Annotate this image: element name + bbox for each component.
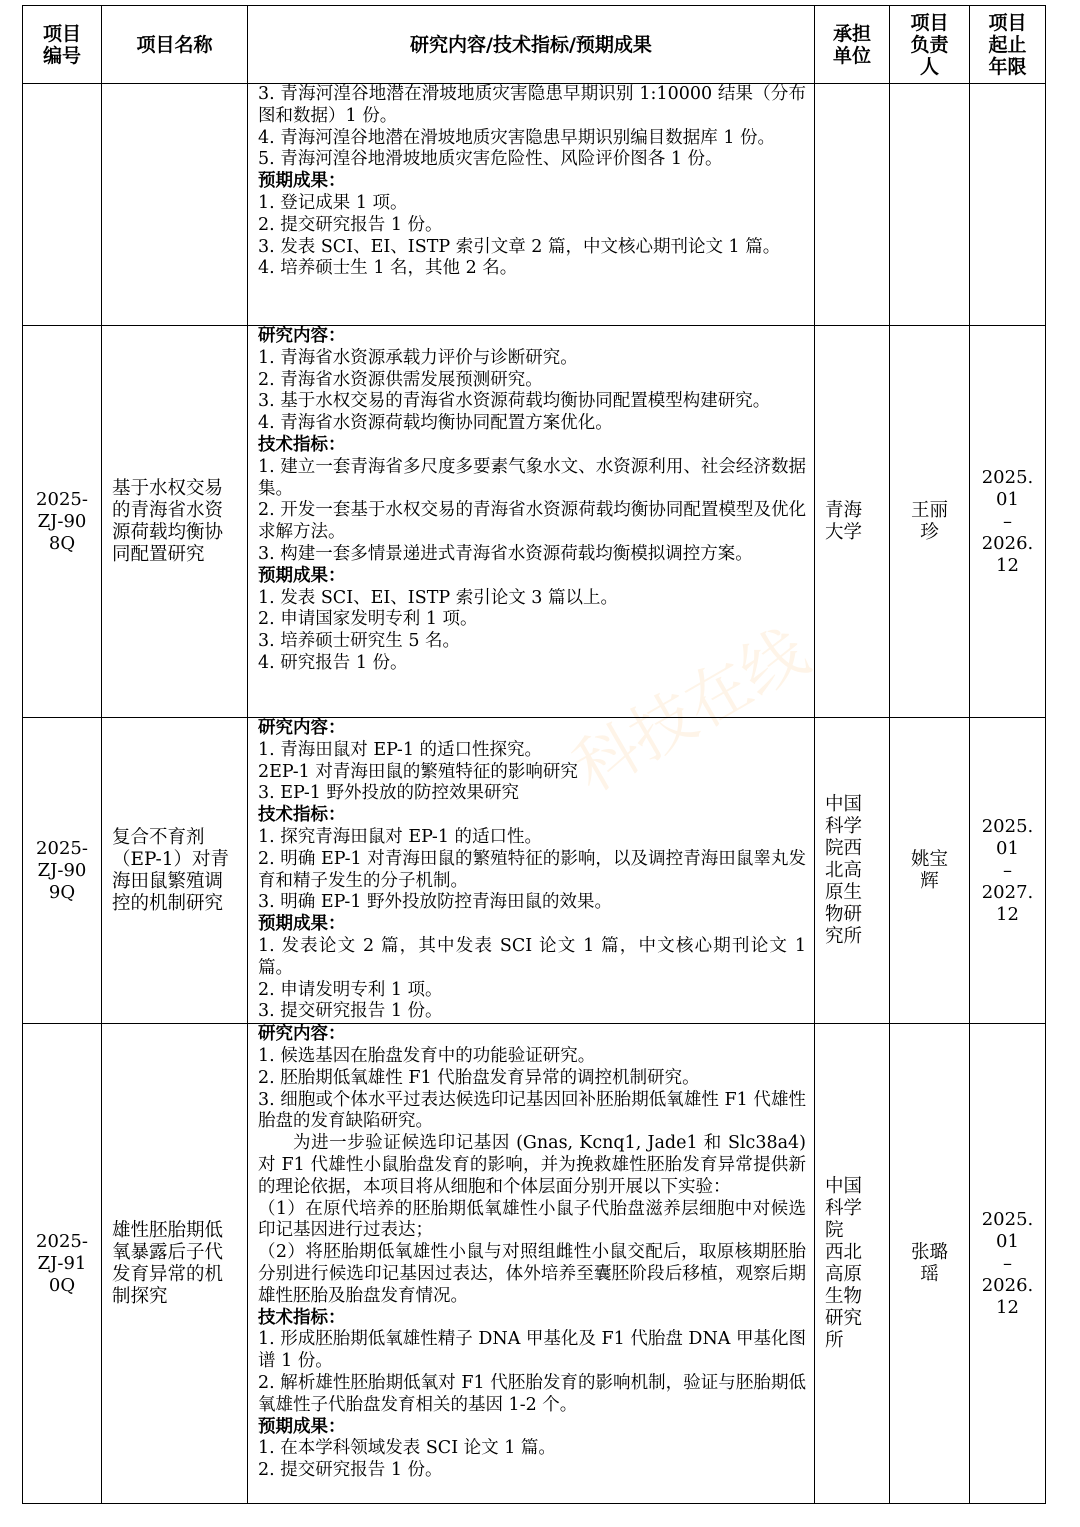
content-line: 2EP-1 对青海田鼠的繁殖特征的影响研究 [258, 761, 578, 782]
project-content [248, 1024, 815, 1504]
undertaking-unit: 中国 科学 院 西北 高原 生物 研究 所 [815, 1024, 890, 1504]
content-line: 2. 胚胎期低氧雄性 F1 代胎盘发育异常的调控机制研究。 [258, 1067, 700, 1088]
content-line: 为进一步验证候选印记基因 (Gnas, Kcnq1, Jade1 和 Slc38a4) 对 F1 代雄性小鼠胎盘发育的影响，并为挽救雄性胚胎发育异常提供新的理论依据，本项目将从细胞和个体层面分别开展以下实验： [258, 1133, 806, 1197]
project-name: 复合不育剂（EP-1）对青海田鼠繁殖调控的机制研究 [102, 718, 248, 1024]
content-line: 2. 开发一套基于水权交易的青海省水资源荷载均衡协同配置模型及优化求解方法。 [258, 500, 806, 543]
section-heading: 技术指标： [258, 434, 346, 455]
section-heading: 研究内容： [258, 326, 346, 346]
content-line: （2）将胚胎期低氧雄性小鼠与对照组雌性小鼠交配后，取原核期胚胎分别进行候选印记基因过表达，体外培养至囊胚阶段后移植，观察后期雄性胚胎及胎盘发育情况。 [258, 1242, 806, 1306]
content-line: 3. 构建一套多情景递进式青海省水资源荷载均衡模拟调控方案。 [258, 543, 753, 564]
content-line: 1. 发表论文 2 篇，其中发表 SCI 论文 1 篇，中文核心期刊论文 1 篇。 [258, 935, 806, 978]
content-line: 3. 青海河湟谷地潜在滑坡地质灾害隐患早期识别 1:10000 结果（分布图和数据）1 份。 [258, 84, 806, 126]
content-line: 4. 培养硕士生 1 名，其他 2 名。 [258, 258, 518, 279]
content-line: 1. 建立一套青海省多尺度多要素气象水文、水资源利用、社会经济数据集。 [258, 456, 806, 499]
content-line: 2. 解析雄性胚胎期低氧对 F1 代胚胎发育的影响机制，验证与胚胎期低氧雄性子代胎盘发育相关的基因 1-2 个。 [258, 1372, 806, 1415]
content-line: 3. 基于水权交易的青海省水资源荷载均衡协同配置模型构建研究。 [258, 391, 771, 412]
project-name: 雄性胚胎期低氧暴露后子代发育异常的机制探究 [102, 1024, 248, 1504]
content-line: 3. 细胞或个体水平过表达候选印记基因回补胚胎期低氧雄性 F1 代雄性胎盘的发育缺陷研究。 [258, 1089, 806, 1132]
table-row [23, 84, 1046, 326]
content-line: 2. 青海省水资源供需发展预测研究。 [258, 369, 543, 390]
content-line: 1. 在本学科领域发表 SCI 论文 1 篇。 [258, 1438, 556, 1459]
content-line: 1. 探究青海田鼠对 EP-1 的适口性。 [258, 826, 543, 847]
header-project-name: 项目名称 [102, 6, 248, 84]
section-heading: 技术指标： [258, 805, 346, 826]
content-line: 5. 青海河湟谷地滑坡地质灾害危险性、风险评价图各 1 份。 [258, 149, 723, 170]
section-heading: 预期成果： [258, 914, 346, 935]
table-row [23, 718, 1046, 1024]
content-line: 3. EP-1 野外投放的防控效果研究 [258, 783, 519, 804]
content-line: 3. 培养硕士研究生 5 名。 [258, 631, 461, 652]
header-row [23, 6, 1046, 84]
project-content [248, 326, 815, 718]
project-period: 2025. 01 – 2026. 12 [970, 326, 1046, 718]
header-leader: 项目 负责 人 [890, 6, 970, 84]
project-table [22, 5, 1046, 1504]
content-line: 2. 明确 EP-1 对青海田鼠的繁殖特征的影响，以及调控青海田鼠睾丸发育和精子发生的分子机制。 [258, 848, 806, 891]
content-line: 2. 提交研究报告 1 份。 [258, 1460, 443, 1481]
header-period: 项目 起止 年限 [970, 6, 1046, 84]
header-project-code: 项目 编号 [23, 6, 102, 84]
project-name: 基于水权交易的青海省水资源荷载均衡协同配置研究 [102, 326, 248, 718]
content-line: 1. 形成胚胎期低氧雄性精子 DNA 甲基化及 F1 代胎盘 DNA 甲基化图谱 1 份。 [258, 1329, 806, 1372]
content-line: 3. 提交研究报告 1 份。 [258, 1001, 443, 1022]
watermark: 科技在线 [561, 615, 821, 808]
content-line: （1）在原代培养的胚胎期低氧雄性小鼠子代胎盘滋养层细胞中对候选印记基因进行过表达； [258, 1198, 806, 1241]
project-name [102, 84, 248, 326]
content-line: 1. 候选基因在胎盘发育中的功能验证研究。 [258, 1045, 596, 1066]
project-leader [890, 84, 970, 326]
content-line: 1. 发表 SCI、EI、ISTP 索引论文 3 篇以上。 [258, 587, 618, 608]
project-content [248, 718, 815, 1024]
content-line: 2. 申请发明专利 1 项。 [258, 979, 443, 1000]
content-line: 4. 研究报告 1 份。 [258, 652, 408, 673]
project-leader: 王丽 珍 [890, 326, 970, 718]
section-heading: 研究内容： [258, 718, 346, 738]
content-line: 1. 青海省水资源承载力评价与诊断研究。 [258, 347, 578, 368]
header-content: 研究内容/技术指标/预期成果 [248, 6, 815, 84]
project-period: 2025. 01 – 2027. 12 [970, 718, 1046, 1024]
section-heading: 预期成果： [258, 171, 346, 192]
table-row [23, 326, 1046, 718]
project-leader: 张璐 瑶 [890, 1024, 970, 1504]
content-line: 3. 明确 EP-1 野外投放防控青海田鼠的效果。 [258, 892, 613, 913]
project-code: 2025- ZJ-90 9Q [23, 718, 102, 1024]
content-line: 2. 提交研究报告 1 份。 [258, 214, 443, 235]
project-code: 2025- ZJ-90 8Q [23, 326, 102, 718]
section-heading: 预期成果： [258, 1416, 346, 1437]
content-line: 4. 青海省水资源荷载均衡协同配置方案优化。 [258, 413, 613, 434]
project-leader: 姚宝 辉 [890, 718, 970, 1024]
project-content [248, 84, 815, 326]
project-code [23, 84, 102, 326]
undertaking-unit: 中国 科学 院西 北高 原生 物研 究所 [815, 718, 890, 1024]
undertaking-unit: 青海 大学 [815, 326, 890, 718]
section-heading: 技术指标： [258, 1307, 346, 1328]
undertaking-unit [815, 84, 890, 326]
content-line: 1. 登记成果 1 项。 [258, 192, 408, 213]
content-line: 1. 青海田鼠对 EP-1 的适口性探究。 [258, 739, 543, 760]
project-period: 2025. 01 – 2026. 12 [970, 1024, 1046, 1504]
project-period [970, 84, 1046, 326]
content-line: 2. 申请国家发明专利 1 项。 [258, 609, 478, 630]
section-heading: 预期成果： [258, 565, 346, 586]
project-code: 2025- ZJ-91 0Q [23, 1024, 102, 1504]
table-row [23, 1024, 1046, 1504]
header-unit: 承担 单位 [815, 6, 890, 84]
section-heading: 研究内容： [258, 1024, 346, 1045]
content-line: 3. 发表 SCI、EI、ISTP 索引文章 2 篇，中文核心期刊论文 1 篇。 [258, 236, 781, 257]
content-line: 4. 青海河湟谷地潜在滑坡地质灾害隐患早期识别编目数据库 1 份。 [258, 127, 776, 148]
